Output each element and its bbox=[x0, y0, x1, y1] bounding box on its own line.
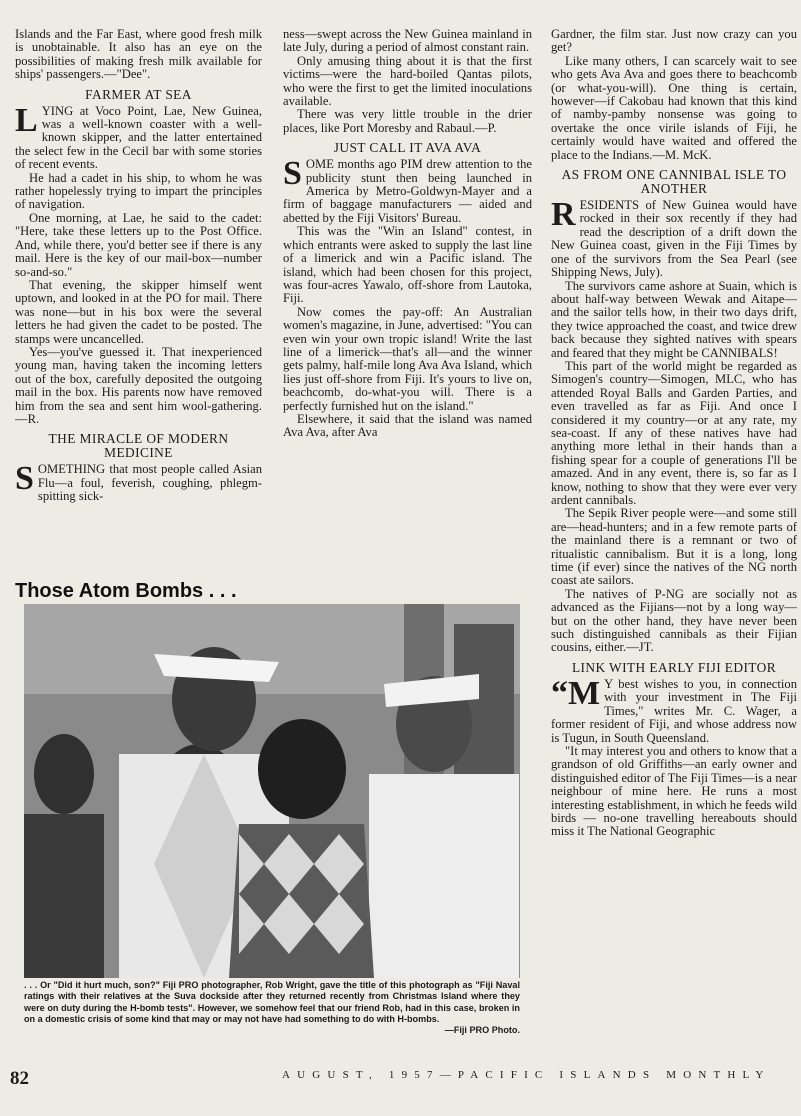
paragraph: SOME months ago PIM drew attention to the publicity stunt then being launched in America by Metro-Goldwyn-Mayer and a firm of baggage manufacturers — aided and abetted by the Fiji Visitors' Bureau. bbox=[283, 155, 532, 225]
paragraph: The Sepik River people were—and some still are—head-hunters; and in a few remote parts of the mainland there is a remnant or two of ritualistic cannibalism. But it is a long, long time (if ever) since the natives of the NG north coast ate sailors. bbox=[551, 506, 797, 588]
paragraph: LYING at Voco Point, Lae, New Guinea, was a well-known coaster with a well-known skipper, and the latter entertained the select few in the Cecil bar with some stories of recent events. bbox=[15, 101, 262, 172]
drop-cap: S bbox=[15, 460, 34, 498]
section-heading: FARMER AT SEA bbox=[85, 86, 192, 102]
paragraph: The natives of P-NG are socially not as advanced as the Fijians—not by a long way—but on the other hand, they have never been such distinguished cannibals as their Fijian cousins, either.—JT. bbox=[551, 586, 797, 655]
paragraph: The survivors came ashore at Suain, which is about half-way between Wewak and Aitape—and the sailor tells how, in their two days drift, they twice approached the coast, and twice drew back because they sighted natives with spears and feared that they might be CANNIBALS! bbox=[551, 278, 797, 360]
drop-cap: R bbox=[551, 196, 576, 234]
photo-credit: —Fiji PRO Photo. bbox=[444, 1025, 520, 1036]
paragraph: He had a cadet in his ship, to whom he was rather hopelessly trying to impart the principles of navigation. bbox=[15, 170, 262, 212]
drop-cap: L bbox=[15, 101, 38, 139]
paragraph: Yes—you've guessed it. That inexperienced young man, having taken the incoming letters out of the box, carefully deposited the outgoing mail in the box. His parents now have removed him from the sea and sent him wool-gathering.—R. bbox=[15, 344, 262, 426]
photo-illustration bbox=[24, 604, 520, 978]
article-column-2 bbox=[283, 28, 532, 566]
paragraph: "It may interest you and others to know that a grandson of old Griffiths—an early owner and distinguished editor of The Fiji Times—is a near neighbour of mine here. He runs a most interesting establishment, in which he feeds wild birds — no-one travelling hereabouts should miss it The National Geographic bbox=[551, 743, 797, 839]
paragraph: This part of the world might be regarded as Simogen's country—Simogen, MLC, who has attended Royal Balls and Garden Parties, and even travelled as far as Fiji. And once I considered it my country—or at any rate, my sea-coast. If any of these natives have had anything more lethal in their hands than a fishing spear for a couple of generations I'll be amazed. And in any event, there is, so far as I know, nothing to show that they were ever very ardent cannibals. bbox=[551, 358, 797, 507]
paragraph: ness—swept across the New Guinea mainland in late July, during a period of almost constant rain. bbox=[283, 28, 532, 55]
section-heading: LINK WITH EARLY FIJI EDITOR bbox=[571, 659, 777, 675]
paragraph: Elsewhere, it said that the island was named Ava Ava, after Ava bbox=[283, 411, 532, 440]
running-head: AUGUST, 1957—PACIFIC ISLANDS MONTHLY bbox=[282, 1069, 771, 1081]
paragraph: One morning, at Lae, he said to the cadet: "Here, take these letters up to the Post Office. And, while there, you'd better see if there is any mail. Here is the key of our mail-box—number so-and-so." bbox=[15, 210, 262, 279]
paragraph: Only amusing thing about it is that the first victims—were the hard-boiled Qantas pilots, who were the first to get the limited inoculations available. bbox=[283, 53, 532, 109]
photo-title: Those Atom Bombs . . . bbox=[15, 580, 237, 602]
page-footer bbox=[10, 1060, 795, 1090]
paragraph: RESIDENTS of New Guinea would have rocked in their sox recently if they had read the description of a drift down the New Guinea coast, given in the Fiji Times by one of the survivors from the Sea Pearl (see Shipping News, July). bbox=[551, 196, 797, 280]
paragraph: “M Y best wishes to you, in connection with your investment in The Fiji Times," writes Mr. C. Wager, a former resident of Fiji, and whose address now is Tugun, in South Queensland. bbox=[551, 674, 797, 745]
article-column-3 bbox=[551, 28, 797, 1028]
news-photograph bbox=[24, 604, 520, 978]
paragraph: That evening, the skipper himself went uptown, and looked in at the PO for mail. There was none—but in his box were the several letters he had given the cadet to be posted. The stamps were uncancelled. bbox=[15, 277, 262, 346]
drop-cap: “M bbox=[551, 674, 601, 712]
section-heading: AS FROM ONE CANNIBAL ISLE TO ANOTHER bbox=[561, 167, 787, 197]
page-number: 82 bbox=[10, 1068, 29, 1089]
paragraph: Islands and the Far East, where good fresh milk is unobtainable. It also has an eye on the possibilities of making fresh milk available for ships' passengers.—"Dee". bbox=[15, 28, 262, 82]
section-heading: THE MIRACLE OF MODERN MEDICINE bbox=[48, 431, 229, 461]
paragraph: Now comes the pay-off: An Australian women's magazine, in June, advertised: "You can even win your own tropic island! Write the last line of a limerick—that's all—and the winner gets palmy, half-mile long Ava Ava Island, which lies just off-shore from Fiji. It's yours to live on, beachcomb, do-what-you will. There is a perfectly furnished hut on the island." bbox=[283, 304, 532, 413]
photo-caption bbox=[24, 980, 520, 1036]
drop-cap: S bbox=[283, 155, 302, 193]
section-heading: JUST CALL IT AVA AVA bbox=[333, 140, 482, 156]
paragraph: SOMETHING that most people called Asian Flu—a foul, feverish, coughing, phlegm-spitting sick- bbox=[15, 460, 262, 504]
paragraph: This was the "Win an Island" contest, in which entrants were asked to supply the last line of a limerick and win a Pacific island. The island, which had been chosen for this project, was four-acres Yawalo, off-shore from Lautoka, Fiji. bbox=[283, 224, 532, 306]
article-column-1 bbox=[15, 28, 262, 566]
paragraph: There was very little trouble in the drier places, like Port Moresby and Rabaul.—P. bbox=[283, 107, 532, 135]
caption-text: . . . Or "Did it hurt much, son?" Fiji PRO photographer, Rob Wright, gave the title of this photograph as "Fiji Naval ratings with their relatives at the Suva dockside after they returned recently from Christmas Island where they were on duty during the H-bomb tests". However, we somehow feel that our friend Rob, had in this case, broken in on a domestic crisis of some kind that may or may not have had something to do with H-bombs. bbox=[24, 980, 520, 1024]
paragraph: Like many others, I can scarcely wait to see who gets Ava Ava and goes there to beachcomb (or what-you-will). One thing is certain, however—if Cakobau had known that this kind of namby-pamby nonsense was going to overtake the once virile islands of Fiji, he certainly would have waited and offered the place to the Indians.—M. McK. bbox=[551, 53, 797, 162]
paragraph: Gardner, the film star. Just now crazy can you get? bbox=[551, 28, 797, 55]
